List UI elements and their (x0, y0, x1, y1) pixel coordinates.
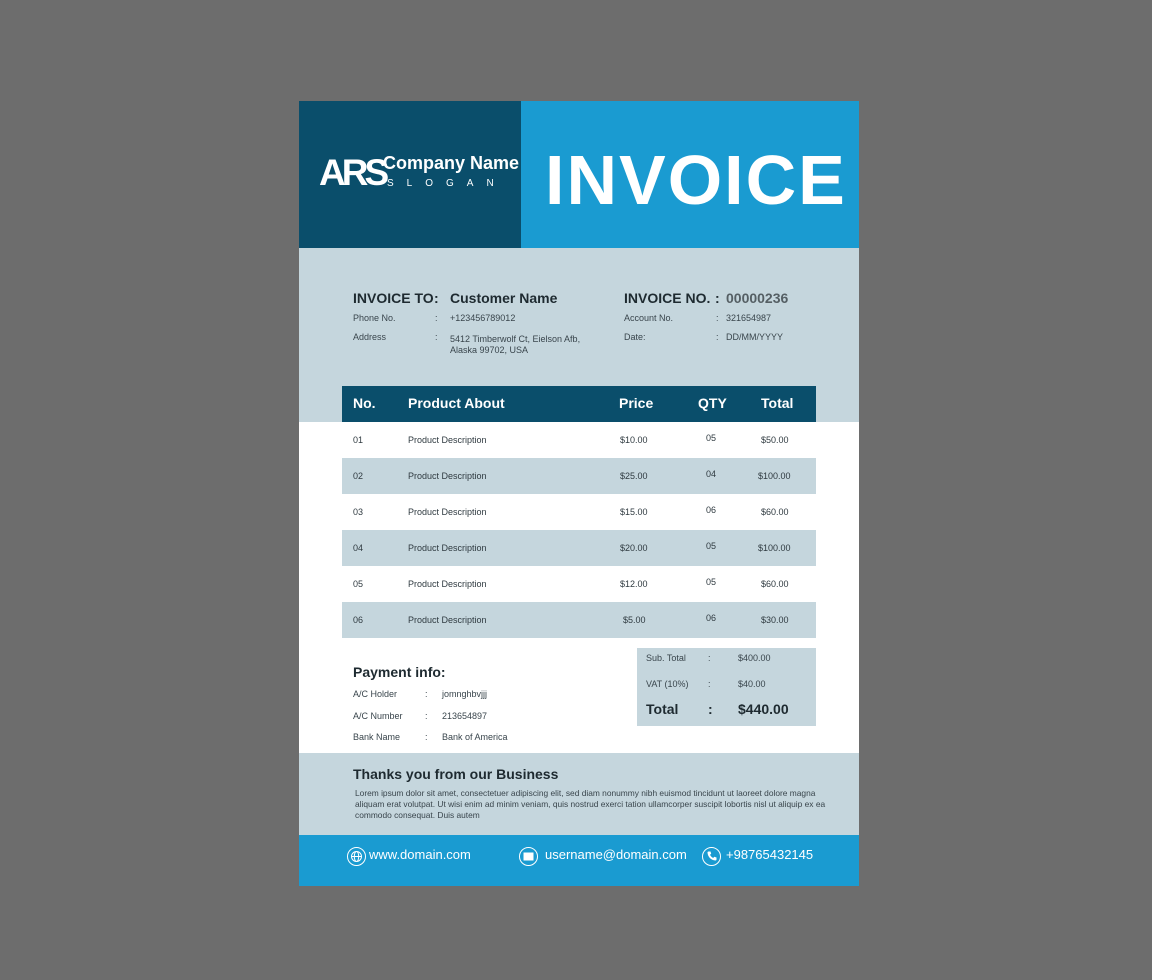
separator: : (716, 313, 719, 323)
row-price: $12.00 (620, 579, 648, 589)
row-qty: 05 (706, 541, 717, 551)
row-product: Product Description (408, 471, 487, 481)
website-link[interactable]: www.domain.com (369, 847, 471, 862)
table-row (342, 602, 816, 638)
row-total: $60.00 (761, 579, 789, 589)
row-no: 04 (353, 543, 364, 553)
email-link[interactable]: username@domain.com (545, 847, 687, 862)
table-row (342, 530, 816, 566)
customer-phone: +123456789012 (450, 313, 516, 323)
row-price: $5.00 (623, 615, 646, 625)
invoice-document (299, 101, 859, 886)
customer-name: Customer Name (450, 290, 558, 306)
row-product: Product Description (408, 543, 487, 553)
col-header-total: Total (761, 395, 794, 411)
bank-account-number: 213654897 (442, 711, 488, 721)
account-holder: jomnghbvjjj (442, 689, 488, 699)
row-product: Product Description (408, 435, 487, 445)
phone-icon (702, 847, 721, 866)
vat-value: $40.00 (738, 679, 766, 689)
company-slogan: SLOGAN (387, 178, 507, 189)
date-label: Date: (624, 332, 646, 342)
account-number: 321654987 (726, 313, 772, 323)
row-no: 03 (353, 507, 364, 517)
globe-icon (347, 847, 366, 866)
account-label: Account No. (624, 313, 674, 323)
thanks-title: Thanks you from our Business (353, 766, 559, 782)
invoice-date: DD/MM/YYYY (726, 332, 784, 342)
subtotal-label: Sub. Total (646, 653, 686, 663)
address-label: Address (353, 332, 387, 342)
bank-name-label: Bank Name (353, 732, 401, 742)
col-header-product: Product About (408, 395, 505, 411)
row-price: $25.00 (620, 471, 648, 481)
email-icon (519, 847, 538, 866)
separator: : (435, 332, 438, 342)
table-row (342, 422, 816, 458)
payment-info-title: Payment info: (353, 664, 446, 680)
row-no: 01 (353, 435, 364, 445)
totals-summary (637, 648, 816, 726)
separator: : (425, 711, 428, 721)
invoice-number: 00000236 (726, 290, 789, 306)
row-no: 05 (353, 579, 364, 589)
vat-label: VAT (10%) (646, 679, 689, 689)
separator: : (425, 732, 428, 742)
grand-total-label: Total (646, 701, 679, 717)
bank-name: Bank of America (442, 732, 508, 742)
row-qty: 04 (706, 469, 717, 479)
invoice-number-label: INVOICE NO. (624, 290, 711, 306)
separator: : (425, 689, 428, 699)
col-header-no: No. (353, 395, 376, 411)
separator: : (708, 701, 713, 717)
separator: : (716, 332, 719, 342)
company-name: Company Name (383, 153, 520, 173)
invoice-title: INVOICE (545, 141, 847, 219)
customer-address-line2: Alaska 99702, USA (450, 345, 529, 355)
account-number-label: A/C Number (353, 711, 403, 721)
row-qty: 06 (706, 505, 717, 515)
row-product: Product Description (408, 507, 487, 517)
row-no: 02 (353, 471, 364, 481)
separator: : (435, 313, 438, 323)
thanks-section (299, 753, 859, 835)
account-holder-label: A/C Holder (353, 689, 398, 699)
header-title-panel (521, 101, 859, 248)
row-product: Product Description (408, 579, 487, 589)
grand-total-value: $440.00 (738, 701, 789, 717)
table-row (342, 458, 816, 494)
separator: : (708, 653, 711, 663)
row-total: $100.00 (758, 471, 791, 481)
row-qty: 05 (706, 433, 717, 443)
col-header-price: Price (619, 395, 654, 411)
thanks-body: Lorem ipsum dolor sit amet, consectetuer adipiscing elit, sed diam nonummy nibh euismod tincidunt ut laoreet dolore magna aliquam erat volutpat. Ut wisi enim ad minim veniam, quis nostrud exerci tation ullamcorper suscipit lobortis nisl ut aliquip ex ea commodo consequat. Duis autem (355, 788, 826, 820)
contact-footer (299, 835, 859, 886)
invoice-to-label: INVOICE TO (353, 290, 434, 306)
phone-link[interactable]: +98765432145 (726, 847, 814, 862)
col-header-qty: QTY (698, 395, 727, 411)
row-price: $20.00 (620, 543, 648, 553)
separator: : (715, 290, 720, 306)
row-no: 06 (353, 615, 364, 625)
row-price: $10.00 (620, 435, 648, 445)
table-row (342, 494, 816, 530)
separator: : (708, 679, 711, 689)
row-total: $60.00 (761, 507, 789, 517)
header-logo-panel (299, 101, 521, 248)
row-total: $100.00 (758, 543, 791, 553)
table-header-row (342, 386, 816, 422)
row-price: $15.00 (620, 507, 648, 517)
subtotal-value: $400.00 (738, 653, 771, 663)
separator: : (434, 290, 439, 306)
row-qty: 05 (706, 577, 717, 587)
phone-label: Phone No. (353, 313, 396, 323)
company-logo: ARS (319, 152, 386, 193)
customer-address-line1: 5412 Timberwolf Ct, Eielson Afb, (450, 334, 581, 344)
row-total: $50.00 (761, 435, 789, 445)
row-total: $30.00 (761, 615, 789, 625)
table-row (342, 566, 816, 602)
row-qty: 06 (706, 613, 717, 623)
row-product: Product Description (408, 615, 487, 625)
